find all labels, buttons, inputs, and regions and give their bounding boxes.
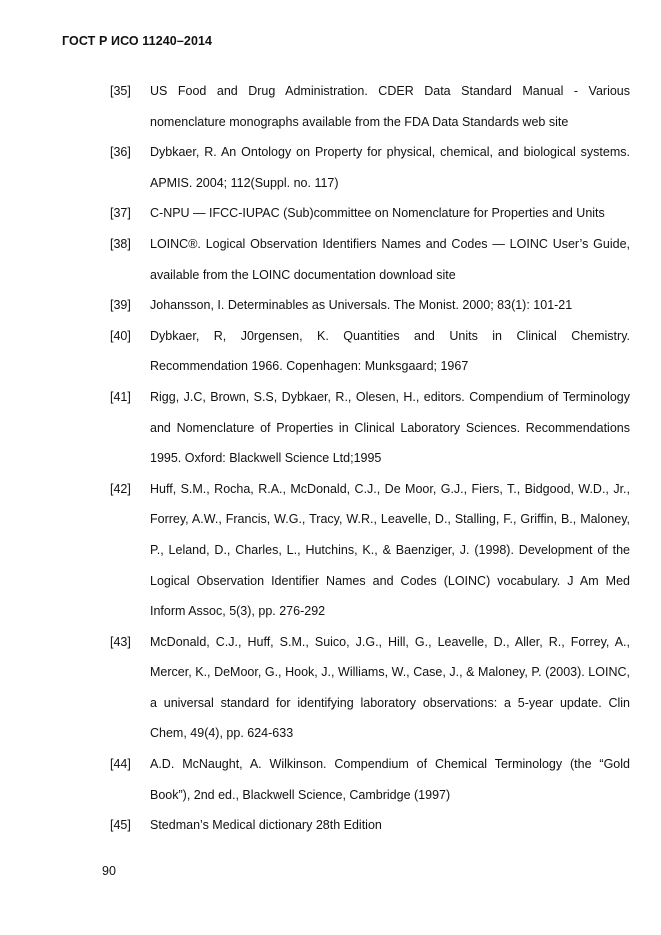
reference-item <box>110 198 630 229</box>
reference-item <box>110 749 630 810</box>
reference-text: Dybkaer, R, J0rgensen, K. Quantities and Units in Clinical Chemistry. Recommendation 1966. Copenhagen: Munksgaard; 1967 <box>150 328 630 374</box>
reference-number: [40] <box>110 328 131 343</box>
reference-text: LOINC®. Logical Observation Identifiers Names and Codes — LOINC User’s Guide, available from the LOINC documentation download site <box>150 236 630 282</box>
reference-text: Johansson, I. Determinables as Universals. The Monist. 2000; 83(1): 101-21 <box>150 298 573 313</box>
reference-text: McDonald, C.J., Huff, S.M., Suico, J.G., Hill, G., Leavelle, D., Aller, R., Forrey, A., Mercer, K., DeMoor, G., Hook, J., Williams, W., Case, J., & Maloney, P. (2003). LOINC, a universal standard for identifying laboratory observations: a 5-year update. Clin Chem, 49(4), pp. 624-633 <box>150 634 630 741</box>
reference-item <box>110 474 630 627</box>
reference-text: Dybkaer, R. An Ontology on Property for physical, chemical, and biological systems. APMIS. 2004; 112(Suppl. no. 117) <box>150 145 630 190</box>
reference-item <box>110 290 630 321</box>
reference-number: [35] <box>110 84 131 98</box>
reference-item <box>110 382 630 474</box>
reference-number: [38] <box>110 236 131 251</box>
reference-text: Rigg, J.C, Brown, S.S, Dybkaer, R., Olesen, H., editors. Compendium of Terminology and Nomenclature of Properties in Clinical Laboratory Sciences. Recommendations 1995. Oxford: Blackwell Science Ltd;1995 <box>150 389 630 466</box>
reference-number: [44] <box>110 757 131 772</box>
reference-item <box>110 229 630 290</box>
reference-number: [36] <box>110 145 131 160</box>
reference-number: [43] <box>110 634 131 649</box>
page-number: 90 <box>102 864 116 878</box>
reference-number: [45] <box>110 818 131 833</box>
reference-text: C-NPU — IFCC-IUPAC (Sub)committee on Nomenclature for Properties and Units <box>150 206 605 221</box>
reference-text: A.D. McNaught, A. Wilkinson. Compendium of Chemical Terminology (the “Gold Book”), 2nd ed., Blackwell Science, Cambridge (1997) <box>150 757 630 802</box>
reference-text: US Food and Drug Administration. CDER Data Standard Manual - Various nomenclature monographs available from the FDA Data Standards web site <box>150 84 630 129</box>
reference-number: [42] <box>110 481 131 496</box>
reference-list <box>110 76 630 841</box>
reference-text: Huff, S.M., Rocha, R.A., McDonald, C.J., De Moor, G.J., Fiers, T., Bidgood, W.D., Jr., Forrey, A.W., Francis, W.G., Tracy, W.R., Leavelle, D., Stalling, F., Griffin, B., Maloney, P., Leland, D., Charles, L., Hutchins, K., & Baenziger, J. (1998). Development of the Logical Observation Identifier Names and Codes (LOINC) vocabulary. J Am Med Inform Assoc, 5(3), pp. 276-292 <box>150 481 630 619</box>
document-header: ГОСТ Р ИСО 11240–2014 <box>62 34 213 48</box>
reference-number: [41] <box>110 389 131 404</box>
reference-text: Stedman’s Medical dictionary 28th Edition <box>150 818 382 833</box>
reference-item <box>110 321 630 382</box>
reference-item <box>110 810 630 841</box>
reference-item <box>110 627 630 749</box>
reference-item <box>110 76 630 137</box>
reference-item <box>110 137 630 198</box>
reference-number: [37] <box>110 206 131 221</box>
reference-number: [39] <box>110 298 131 313</box>
